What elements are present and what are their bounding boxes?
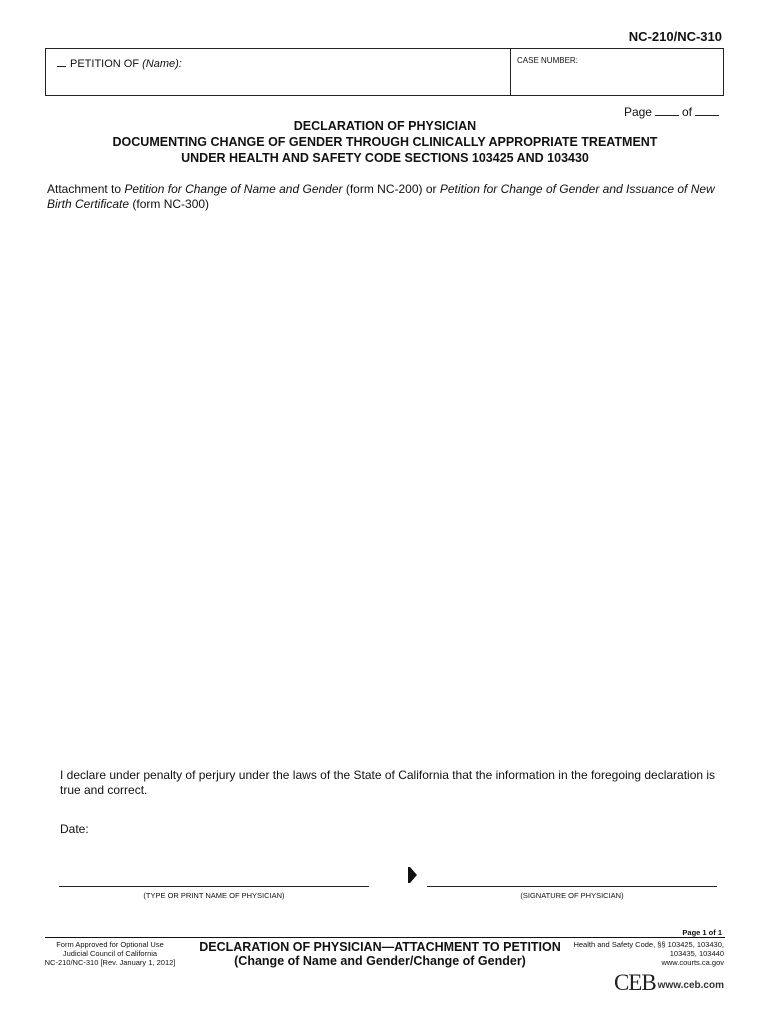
date-label: Date:: [60, 822, 89, 836]
petition-of-prefix: PETITION OF: [70, 58, 143, 70]
footer-title-line-2: (Change of Name and Gender/Change of Gender): [234, 954, 526, 968]
title-line-2: DOCUMENTING CHANGE OF GENDER THROUGH CLINICALLY APPROPRIATE TREATMENT: [112, 135, 658, 149]
page-label: Page: [623, 105, 652, 119]
attachment-statement: [47, 182, 727, 212]
physician-signature-caption: (SIGNATURE OF PHYSICIAN): [520, 891, 624, 900]
physician-signature-line[interactable]: [427, 886, 717, 887]
footer-title-line-1: DECLARATION OF PHYSICIAN—ATTACHMENT TO PETITION: [199, 940, 561, 954]
attachment-form1-title: Petition for Change of Name and Gender: [124, 182, 343, 196]
footer-approval-line-3: NC-210/NC-310 [Rev. January 1, 2012]: [44, 958, 176, 967]
attachment-form1-code: (form NC-200) or: [342, 182, 440, 196]
petition-checkbox-line[interactable]: [57, 66, 66, 67]
physician-name-line[interactable]: [59, 886, 369, 887]
footer-approval-line-2: Judicial Council of California: [62, 949, 158, 958]
form-title: [0, 118, 770, 166]
attachment-form2-code: (form NC-300): [129, 197, 210, 211]
caption-box-divider: [510, 49, 511, 95]
footer-approval: [40, 940, 180, 967]
footer-citation-line-1: Health and Safety Code, §§ 103425, 103430,: [573, 940, 724, 949]
footer-courts-link[interactable]: www.courts.ca.gov: [661, 958, 724, 967]
ceb-logo: CEB: [613, 970, 656, 995]
title-line-3: UNDER HEALTH AND SAFETY CODE SECTIONS 103425 AND 103430: [181, 151, 589, 165]
page-total-field[interactable]: [695, 104, 719, 116]
attachment-form2-title: Petition for Change of Gender and Issuance of New Birth Certificate: [47, 182, 715, 211]
of-label: of: [681, 105, 692, 119]
attachment-prefix: Attachment to: [47, 182, 125, 196]
form-number: NC-210/NC-310: [628, 29, 722, 44]
title-line-1: DECLARATION OF PHYSICIAN: [293, 119, 477, 133]
footer-rule: [45, 937, 725, 938]
page-number-line: [624, 104, 722, 119]
ceb-link[interactable]: www.ceb.com: [657, 980, 724, 991]
footer-page-of: Page 1 of 1: [682, 928, 722, 937]
ceb-branding: [613, 970, 724, 995]
perjury-declaration: I declare under penalty of perjury under the laws of the State of California that the information in the foregoing declaration is true and correct.: [60, 768, 716, 797]
footer-approval-line-1: Form Approved for Optional Use: [56, 940, 164, 949]
physician-name-caption: (TYPE OR PRINT NAME OF PHYSICIAN): [143, 891, 285, 900]
caption-box: [45, 48, 724, 96]
petition-of-name-hint: (Name):: [142, 58, 182, 70]
petition-of-label: [57, 58, 182, 70]
page-number-field[interactable]: [655, 104, 679, 116]
signature-arrow-icon: [410, 867, 417, 883]
case-number-label: CASE NUMBER:: [517, 56, 578, 65]
caption-box-left-rule: [45, 49, 46, 95]
footer-title: [182, 940, 578, 968]
footer-citation-line-2: 103435, 103440: [669, 949, 724, 958]
footer-citation: [554, 940, 724, 967]
